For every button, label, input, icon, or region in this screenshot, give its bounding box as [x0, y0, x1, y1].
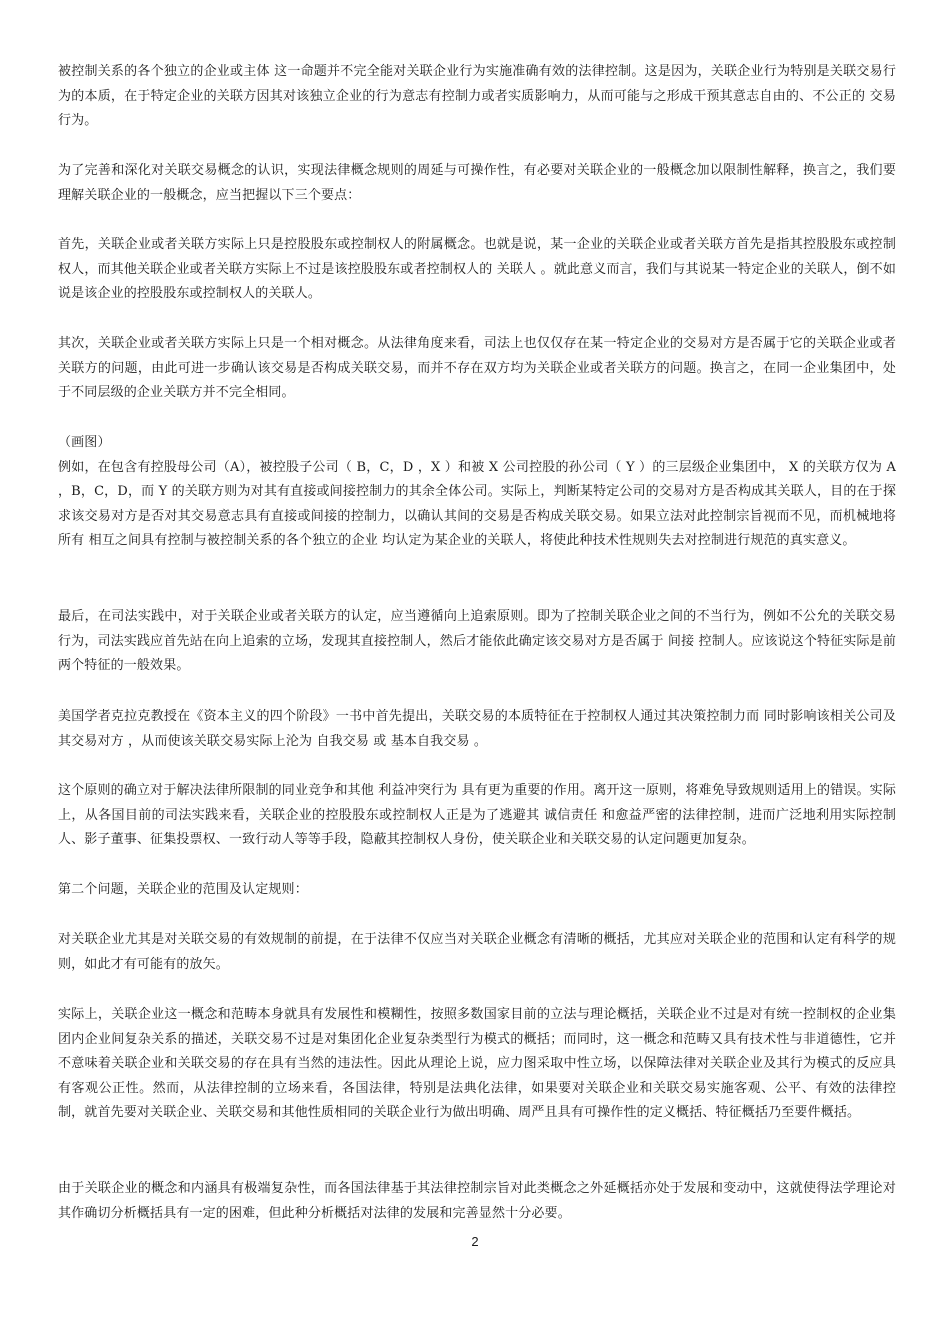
- paragraph-8: 这个原则的确立对于解决法律所限制的同业竞争和其他 利益冲突行为 具有更为重要的作用。离开这一原则，将难免导致规则适用上的错误。实际上，从各国目前的司法实践来看，关联企业的控股股东或控制权人正是为了逃避其 诚信责任 和愈益严密的法律控制，进而广泛地利用实际控制人、影子董事、征集投票权、一致行动人等等手段，隐蔽其控制权人身份，使关联企业和关联交易的认定问题更加复杂。: [58, 783, 896, 847]
- paragraph-5: （画图） 例如，在包含有控股母公司（A），被控股子公司（ B，C，D ，X ）和被 X 公司控股的孙公司（ Y ）的三层级企业集团中， X 的关联方仅为 A ，B，C，D，而 Y 的关联方则为对其有直接或间接控制力的其余全体公司。实际上，判断某特定公司的交易对方是否构成其关联人，目的在于探求该交易对方是否对其交易意志具有直接或间接的控制力，以确认其间的交易是否构成关联交易。如果立法对此控制宗旨视而不见，而机械地将所有 相互之间具有控制与被控制关系的各个独立的企业 均认定为某企业的关联人，将使此种技术性规则失去对控制进行规范的真实意义。: [58, 435, 896, 548]
- paragraph-9: 对关联企业尤其是对关联交易的有效规制的前提，在于法律不仅应当对关联企业概念有清晰的概括，尤其应对关联企业的范围和认定有科学的规则，如此才有可能有的放矢。: [58, 932, 896, 972]
- paragraph-7: 美国学者克拉克教授在《资本主义的四个阶段》一书中首先提出，关联交易的本质特征在于控制权人通过其决策控制力而 同时影响该相关公司及其交易对方 ，从而使该关联交易实际上沦为 自我交易 或 基本自我交易 。: [58, 709, 896, 749]
- paragraph-10: 实际上，关联企业这一概念和范畴本身就具有发展性和模糊性，按照多数国家目前的立法与理论概括，关联企业不过是对有统一控制权的企业集团内企业间复杂关系的描述，关联交易不过是对集团化企业复杂类型行为模式的概括；而同时，这一概念和范畴又具有技术性与非道德性，它并不意味着关联企业和关联交易的存在具有当然的违法性。因此从理论上说，应力图采取中性立场，以保障法律对关联企业及其行为模式的反应具有客观公正性。然而，从法律控制的立场来看，各国法律，特别是法典化法律，如果要对关联企业和关联交易实施客观、公平、有效的法律控制，就首先要对关联企业、关联交易和其他性质相同的关联企业行为做出明确、周严且具有可操作性的定义概括、特征概括乃至要件概括。: [58, 1007, 896, 1120]
- paragraph-1: 被控制关系的各个独立的企业或主体 这一命题并不完全能对关联企业行为实施准确有效的法律控制。这是因为，关联企业行为特别是关联交易行为的本质，在于特定企业的关联方因其对该独立企业的行为意志有控制力或者实质影响力，从而可能与之形成干预其意志自由的、不公正的 交易 行为。: [58, 64, 896, 128]
- paragraph-4: 其次，关联企业或者关联方实际上只是一个相对概念。从法律角度来看，司法上也仅仅存在某一特定企业的交易对方是否属于它的关联企业或者关联方的问题，由此可进一步确认该交易是否构成关联交易，而并不存在双方均为关联企业或者关联方的问题。换言之，在同一企业集团中，处于不同层级的企业关联方并不完全相同。: [58, 336, 896, 400]
- page-number: 2: [471, 1234, 479, 1249]
- paragraph-3: 首先，关联企业或者关联方实际上只是控股股东或控制权人的附属概念。也就是说，某一企业的关联企业或者关联方首先是指其控股股东或控制权人，而其他关联企业或者关联方实际上不过是该控股股东或者控制权人的 关联人 。就此意义而言，我们与其说某一特定企业的关联人，倒不如说是该企业的控股股东或控制权人的关联人。: [58, 237, 896, 301]
- paragraph-11: 由于关联企业的概念和内涵具有极端复杂性，而各国法律基于其法律控制宗旨对此类概念之外延概括亦处于发展和变动中，这就使得法学理论对其作确切分析概括具有一定的困难，但此种分析概括对法律的发展和完善显然十分必要。: [58, 1181, 896, 1221]
- paragraph-2: 为了完善和深化对关联交易概念的认识，实现法律概念规则的周延与可操作性，有必要对关联企业的一般概念加以限制性解释，换言之，我们要理解关联企业的一般概念，应当把握以下三个要点：: [58, 163, 896, 203]
- paragraph-6: 最后，在司法实践中，对于关联企业或者关联方的认定，应当遵循向上追索原则。即为了控制关联企业之间的不当行为，例如不公允的关联交易行为，司法实践应首先站在向上追索的立场，发现其直接控制人，然后才能依此确定该交易对方是否属于 间接 控制人。应该说这个特征实际是前两个特征的一般效果。: [58, 609, 896, 673]
- section-heading: 第二个问题，关联企业的范围及认定规则：: [58, 882, 308, 897]
